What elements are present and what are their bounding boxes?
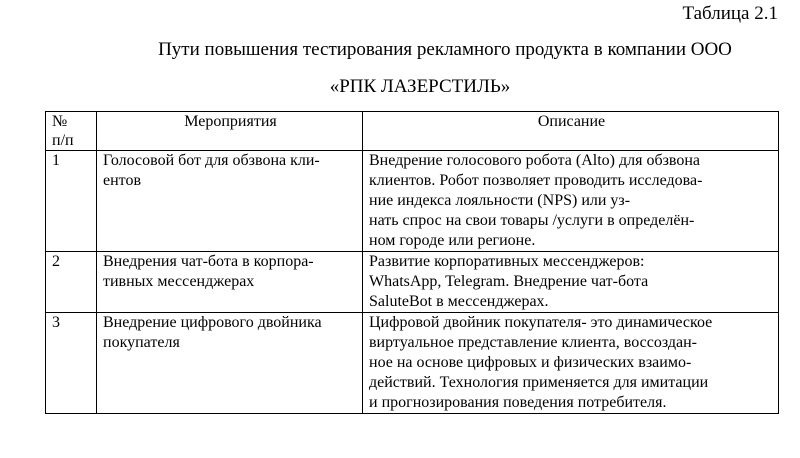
row-event: Голосовой бот для обзвона кли- ентов <box>97 151 363 252</box>
table-title-line-1: Пути повышения тестирования рекламного продукта в компании ООО <box>158 39 732 60</box>
row-description: Развитие корпоративных мессенджеров: WhatsApp, Telegram. Внедрение чат-бота SaluteBot в мессенджерах. <box>363 252 779 313</box>
row-num: 1 <box>46 151 97 252</box>
header-description: Описание <box>363 112 779 151</box>
table-number: Таблица 2.1 <box>682 3 778 24</box>
row-num: 3 <box>46 313 97 414</box>
table-title-line-2: «РПК ЛАЗЕРСТИЛЬ» <box>329 76 511 97</box>
row-num: 2 <box>46 252 97 313</box>
table-header-row <box>46 112 779 151</box>
table-row <box>46 313 779 414</box>
row-event: Внедрения чат-бота в корпора- тивных мессенджерах <box>97 252 363 313</box>
row-event: Внедрение цифрового двойника покупателя <box>97 313 363 414</box>
table-row <box>46 151 779 252</box>
measures-table <box>45 111 779 414</box>
row-description: Цифровой двойник покупателя- это динамическое виртуальное представление клиента, воссоздан- ное на основе цифровых и физических взаимо- действий. Технология применяется для имитации и прогнозирования поведения потребителя. <box>363 313 779 414</box>
header-num: № п/п <box>46 112 97 151</box>
table-row <box>46 252 779 313</box>
header-event: Мероприятия <box>97 112 363 151</box>
row-description: Внедрение голосового робота (Alto) для обзвона клиентов. Робот позволяет проводить исследова- ние индекса лояльности (NPS) или уз- нать спрос на свои товары /услуги в определён- ном городе или регионе. <box>363 151 779 252</box>
